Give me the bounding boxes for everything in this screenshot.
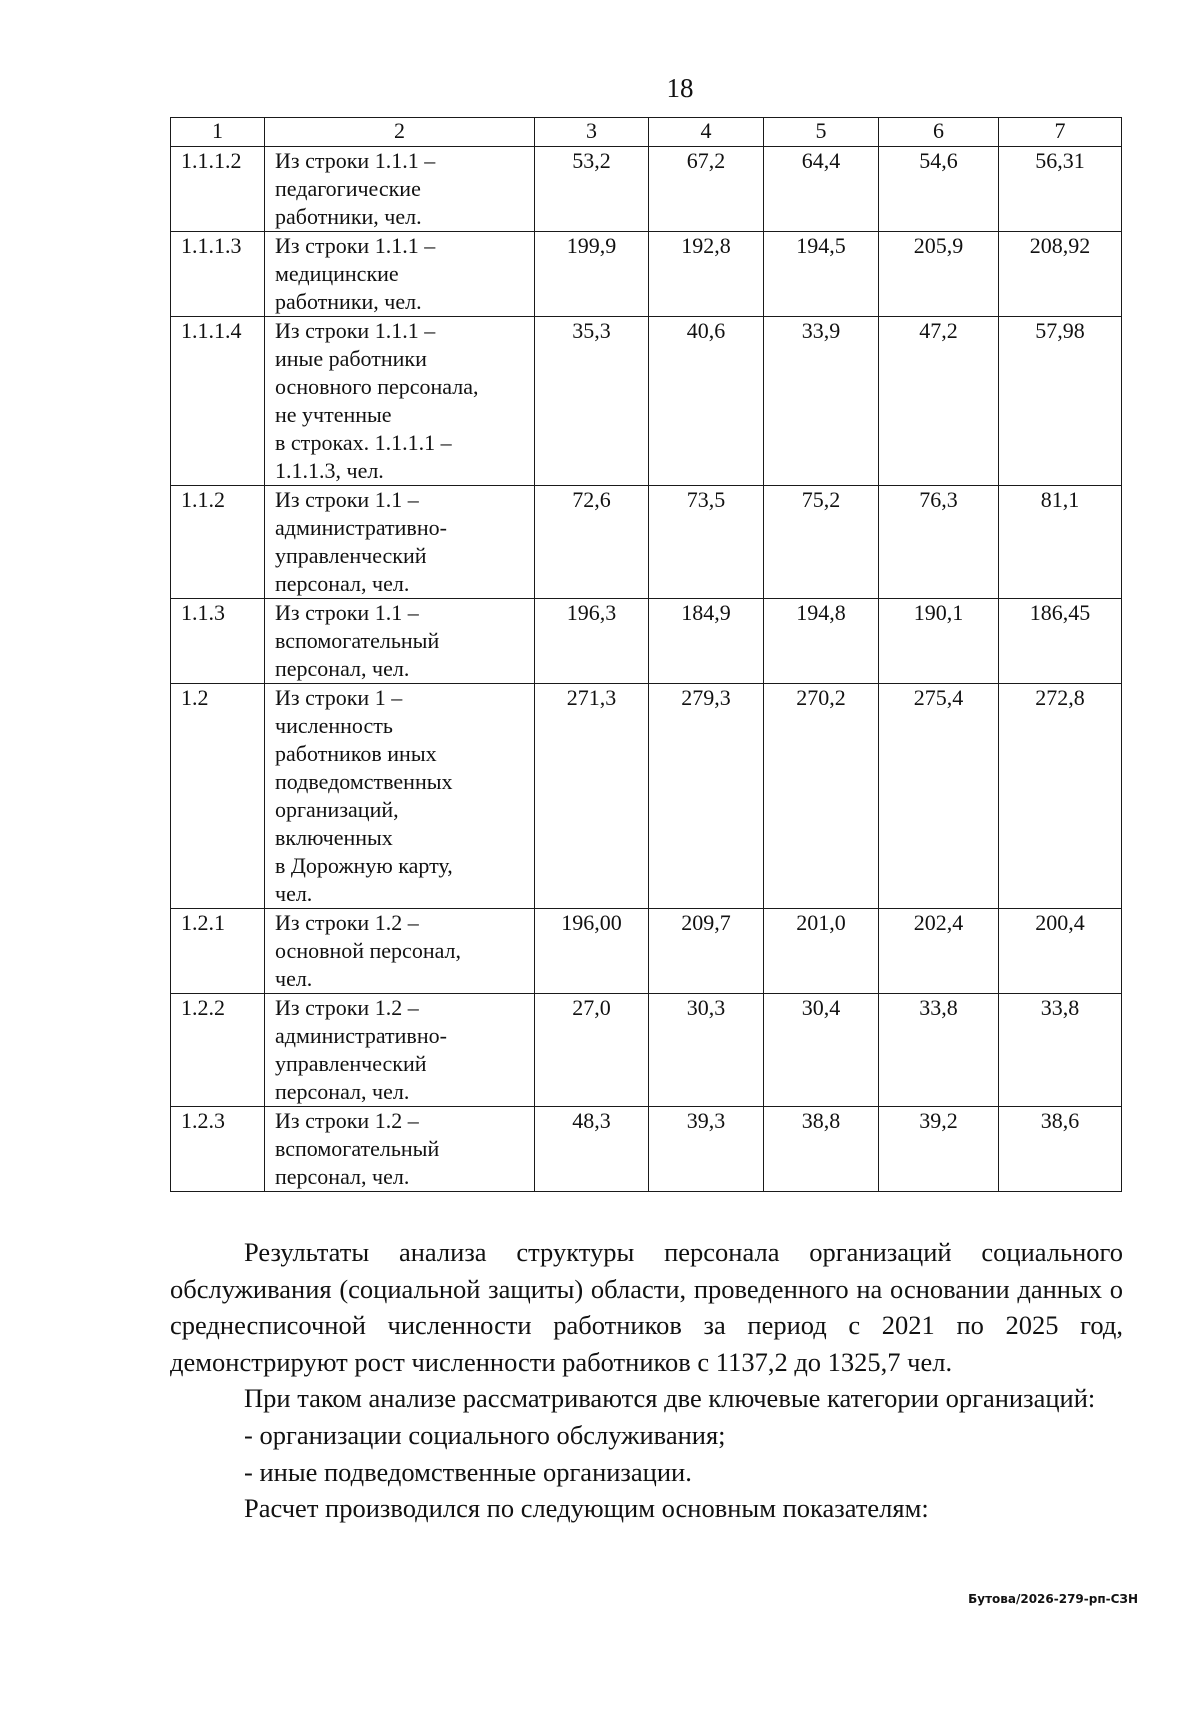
row-label: Из строки 1.1 – административно- управленческий персонал, чел. (265, 486, 535, 599)
body-text (170, 1234, 1123, 1527)
row-code: 1.1.1.4 (171, 317, 265, 486)
paragraph-results: Результаты анализа структуры персонала организаций социального обслуживания (социальной защиты) области, проведенного на основании данных о среднесписочной численности работников за период с 2021 по 2025 год, демонстрируют рост численности работников с 1137,2 до 1325,7 чел. (170, 1237, 1123, 1377)
cell-value: 199,9 (535, 232, 649, 317)
cell-value: 33,9 (764, 317, 879, 486)
cell-value: 47,2 (879, 317, 999, 486)
cell-value: 38,6 (999, 1107, 1122, 1192)
table-row (171, 684, 1122, 909)
cell-value: 57,98 (999, 317, 1122, 486)
cell-value: 208,92 (999, 232, 1122, 317)
data-table (170, 117, 1122, 1192)
cell-value: 275,4 (879, 684, 999, 909)
row-code: 1.2.3 (171, 1107, 265, 1192)
cell-value: 279,3 (649, 684, 764, 909)
cell-value: 192,8 (649, 232, 764, 317)
row-label: Из строки 1.2 – административно- управленческий персонал, чел. (265, 994, 535, 1107)
row-code: 1.2.1 (171, 909, 265, 994)
cell-value: 27,0 (535, 994, 649, 1107)
column-header: 6 (879, 118, 999, 147)
cell-value: 186,45 (999, 599, 1122, 684)
cell-value: 272,8 (999, 684, 1122, 909)
cell-value: 194,8 (764, 599, 879, 684)
row-label: Из строки 1.1.1 – иные работники основного персонала, не учтенные в строках. 1.1.1.1 – 1.1.1.3, чел. (265, 317, 535, 486)
cell-value: 56,31 (999, 147, 1122, 232)
row-label: Из строки 1.1.1 – педагогические работники, чел. (265, 147, 535, 232)
row-label: Из строки 1 – численность работников иных подведомственных организаций, включенных в Дорожную карту, чел. (265, 684, 535, 909)
list-item: - организации социального обслуживания; (244, 1419, 726, 1450)
row-code: 1.1.1.3 (171, 232, 265, 317)
document-code: Бутова/2026-279-рп-СЗН (968, 1592, 1138, 1606)
cell-value: 40,6 (649, 317, 764, 486)
cell-value: 48,3 (535, 1107, 649, 1192)
cell-value: 76,3 (879, 486, 999, 599)
cell-value: 196,3 (535, 599, 649, 684)
page-number: 18 (666, 73, 694, 103)
list-item: - иные подведомственные организации. (244, 1456, 692, 1487)
column-header: 4 (649, 118, 764, 147)
row-code: 1.2 (171, 684, 265, 909)
table-row (171, 147, 1122, 232)
cell-value: 38,8 (764, 1107, 879, 1192)
row-label: Из строки 1.2 – основной персонал, чел. (265, 909, 535, 994)
table-row (171, 994, 1122, 1107)
table-row (171, 1107, 1122, 1192)
column-header: 7 (999, 118, 1122, 147)
cell-value: 202,4 (879, 909, 999, 994)
cell-value: 205,9 (879, 232, 999, 317)
cell-value: 196,00 (535, 909, 649, 994)
cell-value: 33,8 (879, 994, 999, 1107)
table-header-row (171, 118, 1122, 147)
cell-value: 33,8 (999, 994, 1122, 1107)
cell-value: 271,3 (535, 684, 649, 909)
cell-value: 194,5 (764, 232, 879, 317)
column-header: 3 (535, 118, 649, 147)
paragraph-calculation: Расчет производился по следующим основным показателям: (244, 1493, 929, 1524)
cell-value: 39,2 (879, 1107, 999, 1192)
cell-value: 73,5 (649, 486, 764, 599)
row-label: Из строки 1.1 – вспомогательный персонал, чел. (265, 599, 535, 684)
column-header: 2 (265, 118, 535, 147)
column-header: 1 (171, 118, 265, 147)
cell-value: 81,1 (999, 486, 1122, 599)
cell-value: 190,1 (879, 599, 999, 684)
table-row (171, 317, 1122, 486)
cell-value: 53,2 (535, 147, 649, 232)
table-row (171, 909, 1122, 994)
table-row (171, 599, 1122, 684)
cell-value: 75,2 (764, 486, 879, 599)
table-row (171, 232, 1122, 317)
cell-value: 30,4 (764, 994, 879, 1107)
column-header: 5 (764, 118, 879, 147)
cell-value: 35,3 (535, 317, 649, 486)
cell-value: 64,4 (764, 147, 879, 232)
cell-value: 72,6 (535, 486, 649, 599)
row-code: 1.2.2 (171, 994, 265, 1107)
cell-value: 39,3 (649, 1107, 764, 1192)
cell-value: 184,9 (649, 599, 764, 684)
row-label: Из строки 1.2 – вспомогательный персонал, чел. (265, 1107, 535, 1192)
cell-value: 30,3 (649, 994, 764, 1107)
cell-value: 67,2 (649, 147, 764, 232)
row-code: 1.1.3 (171, 599, 265, 684)
cell-value: 201,0 (764, 909, 879, 994)
cell-value: 54,6 (879, 147, 999, 232)
table-row (171, 486, 1122, 599)
cell-value: 270,2 (764, 684, 879, 909)
cell-value: 200,4 (999, 909, 1122, 994)
row-code: 1.1.1.2 (171, 147, 265, 232)
row-code: 1.1.2 (171, 486, 265, 599)
row-label: Из строки 1.1.1 – медицинские работники, чел. (265, 232, 535, 317)
cell-value: 209,7 (649, 909, 764, 994)
paragraph-categories: При таком анализе рассматриваются две ключевые категории организаций: (244, 1383, 1096, 1414)
